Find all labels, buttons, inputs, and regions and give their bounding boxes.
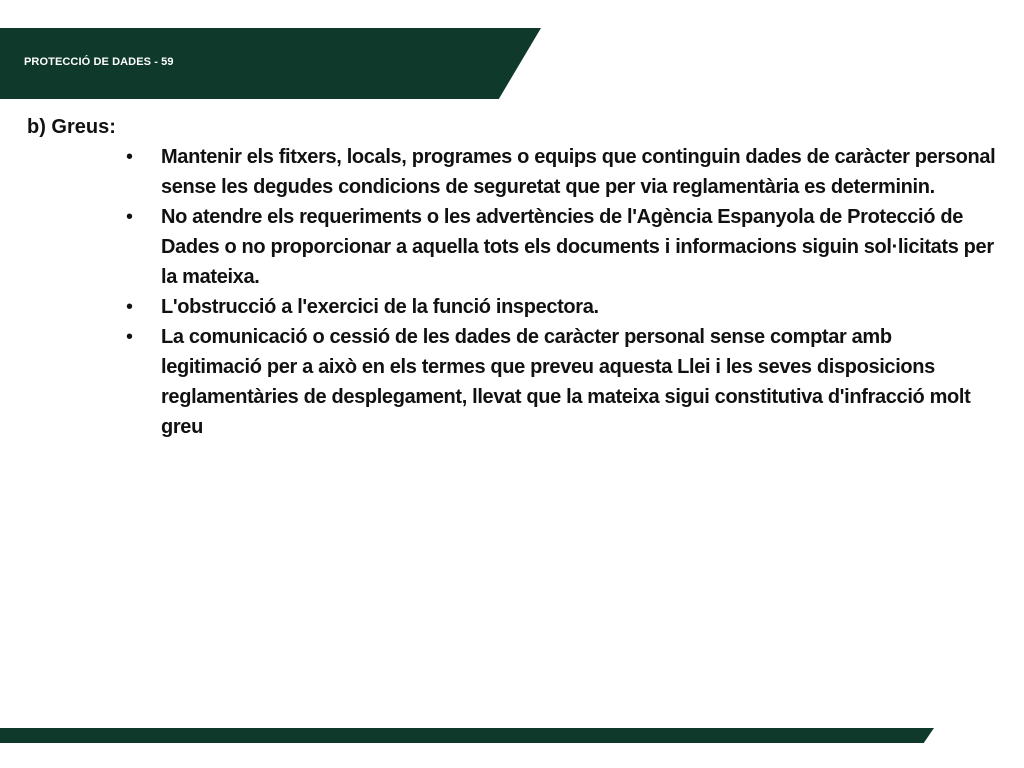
bullet-text: La comunicació o cessió de les dades de caràcter personal sense comptar amb legitimació per a això en els termes que preveu aquesta Llei i les seves disposicions reglamentàries de desplegament, llevat que la mateixa sigui constitutiva d'infracció molt greu [161, 326, 971, 438]
bullet-text: Mantenir els fitxers, locals, programes o equips que continguin dades de caràcter personal sense les degudes condicions de seguretat que per via reglamentària es determinin. [161, 146, 996, 198]
bullet-icon: • [126, 326, 133, 348]
bullet-item [126, 202, 996, 292]
bullet-item [126, 142, 996, 202]
bullet-icon: • [126, 206, 133, 228]
bullet-text: L'obstrucció a l'exercici de la funció inspectora. [161, 296, 599, 318]
section-heading: b) Greus: [27, 116, 116, 138]
bullet-item [126, 292, 996, 322]
bullet-icon: • [126, 296, 133, 318]
bullet-text: No atendre els requeriments o les advertències de l'Agència Espanyola de Protecció de Dades o no proporcionar a aquella tots els documents i informacions siguin sol·licitats per la mateixa. [161, 206, 994, 288]
bullet-item [126, 322, 996, 442]
bullet-list [126, 142, 996, 442]
slide-header-title: PROTECCIÓ DE DADES - 59 [24, 56, 174, 68]
bullet-icon: • [126, 146, 133, 168]
footer-band [0, 728, 934, 743]
